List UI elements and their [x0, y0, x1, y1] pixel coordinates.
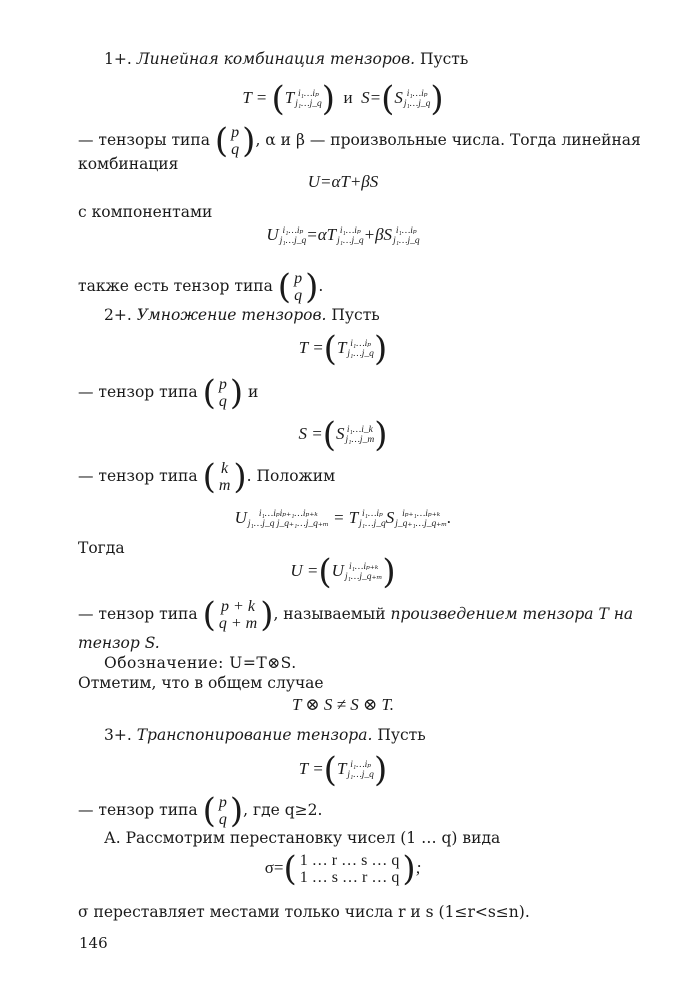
type-p-q-matrix-2: p q — [294, 270, 303, 304]
section-1-lead: Пусть — [419, 50, 469, 68]
paragraph-tensor-type-km: — тензор типа ( k m ). Положим — [78, 457, 336, 497]
equation-t-def-2: T =(T i₁…iₚ j₁…j_q ) — [298, 329, 388, 369]
equation-t-def-3: T =(T i₁…iₚ j₁…j_q ) — [298, 750, 388, 790]
section-2-heading — [104, 306, 380, 324]
section-3-lead: Пусть — [377, 726, 426, 744]
eq-t-component: T — [284, 87, 295, 107]
equation-u-def: U =(U i₁…iₚ₊ₖ j₁…j_q₊ₘ ) — [290, 552, 396, 592]
paragraph-tensors-type: — тензоры типа ( p q ), α и β — произвольные числа. Тогда линейная — [78, 121, 641, 161]
eq-s-lower-index: j₁…j_q — [403, 99, 431, 109]
section-2-number: 2+. — [104, 306, 132, 324]
equation-noncommutative: T ⊗ S ≠ S ⊗ T. — [292, 695, 394, 714]
section-3-title: Транспонирование тензора. — [136, 726, 373, 744]
section-2-title: Умножение тензоров. — [136, 306, 327, 324]
text-tensor-s: тензор S. — [78, 634, 160, 652]
section-1-title: Линейная комбинация тензоров. — [136, 50, 416, 68]
text-note: Отметим, что в общем случае — [78, 674, 324, 692]
text-with-components: с компонентами — [78, 203, 213, 221]
text-alpha-beta: , α и β — произвольные числа. Тогда линейная — [255, 131, 641, 149]
permutation-matrix: 1 … r … s … q 1 … s … r … q — [299, 852, 400, 886]
paragraph-also-tensor: также есть тензор типа ( p q ). — [78, 267, 324, 307]
section-3-number: 3+. — [104, 726, 132, 744]
equation-components: U i₁…iₚ j₁…j_q =αT i₁…iₚ j₁…j_q +βS i₁…iₚ j₁…j_q — [266, 225, 420, 247]
eq-s-label: S= — [361, 87, 382, 107]
text-then: Тогда — [78, 539, 125, 557]
eq-s-upper-index: i₁…iₚ — [406, 89, 428, 99]
type-pk-qm-matrix: p + k q + m — [218, 598, 258, 632]
text-item-a: А. Рассмотрим перестановку чисел (1 … q) вида — [104, 829, 501, 847]
equation-s-def-2: S =(S i₁…i_k j₁…j_m ) — [298, 415, 388, 455]
eq-s-component: S — [394, 87, 403, 107]
eq-t-lower-index: j₁…j_q — [295, 99, 322, 109]
paragraph-tensor-type-2: — тензор типа ( p q ) и — [78, 373, 259, 413]
type-p-q-matrix-3: p q — [218, 376, 227, 410]
paragraph-tensor-type-3: — тензор типа ( p q ), где q≥2. — [78, 791, 323, 831]
type-p-q-matrix-4: p q — [218, 794, 227, 828]
type-p-q-matrix: p q — [231, 124, 240, 158]
eq-and-word: и — [343, 87, 353, 107]
equation-permutation: σ=( 1 … r … s … q 1 … s … r … q ); — [264, 849, 422, 889]
text-notation: Обозначение: U=T⊗S. — [104, 654, 297, 672]
paragraph-product-type: — тензор типа ( p + k q + m ), называемый произведением тензора T на — [78, 595, 634, 635]
section-1-heading — [104, 50, 468, 68]
text-also-tensor: также есть тензор типа — [78, 277, 273, 295]
section-2-lead: Пусть — [331, 306, 380, 324]
eq-t-label: T = — [242, 87, 268, 107]
equation-product: U i₁…iₚiₚ₊₁…iₚ₊ₖ j₁…j_q j_q₊₁…j_q₊ₘ = T i₁…iₚ j₁…j_q S iₚ₊₁…iₚ₊ₖ j_q₊₁…j_q₊ₘ . — [234, 508, 452, 530]
equation-u-linear: U=αT+βS — [307, 172, 379, 191]
section-1-number: 1+. — [104, 50, 132, 68]
page-number: 146 — [79, 934, 108, 952]
section-3-heading — [104, 726, 426, 744]
text-combination: комбинация — [78, 155, 179, 173]
equation-t-s-definition: T = (T i₁…iₚ j₁…j_q ) и S=(S i₁…iₚ j₁…j_q ) — [242, 79, 444, 119]
eq-t-upper-index: i₁…iₚ — [298, 89, 319, 99]
type-k-m-matrix: k m — [218, 460, 231, 494]
text-tensors-type: — тензоры типа — [78, 131, 210, 149]
text-sigma-swaps: σ переставляет местами только числа r и s (1≤r<s≤n). — [78, 903, 530, 921]
